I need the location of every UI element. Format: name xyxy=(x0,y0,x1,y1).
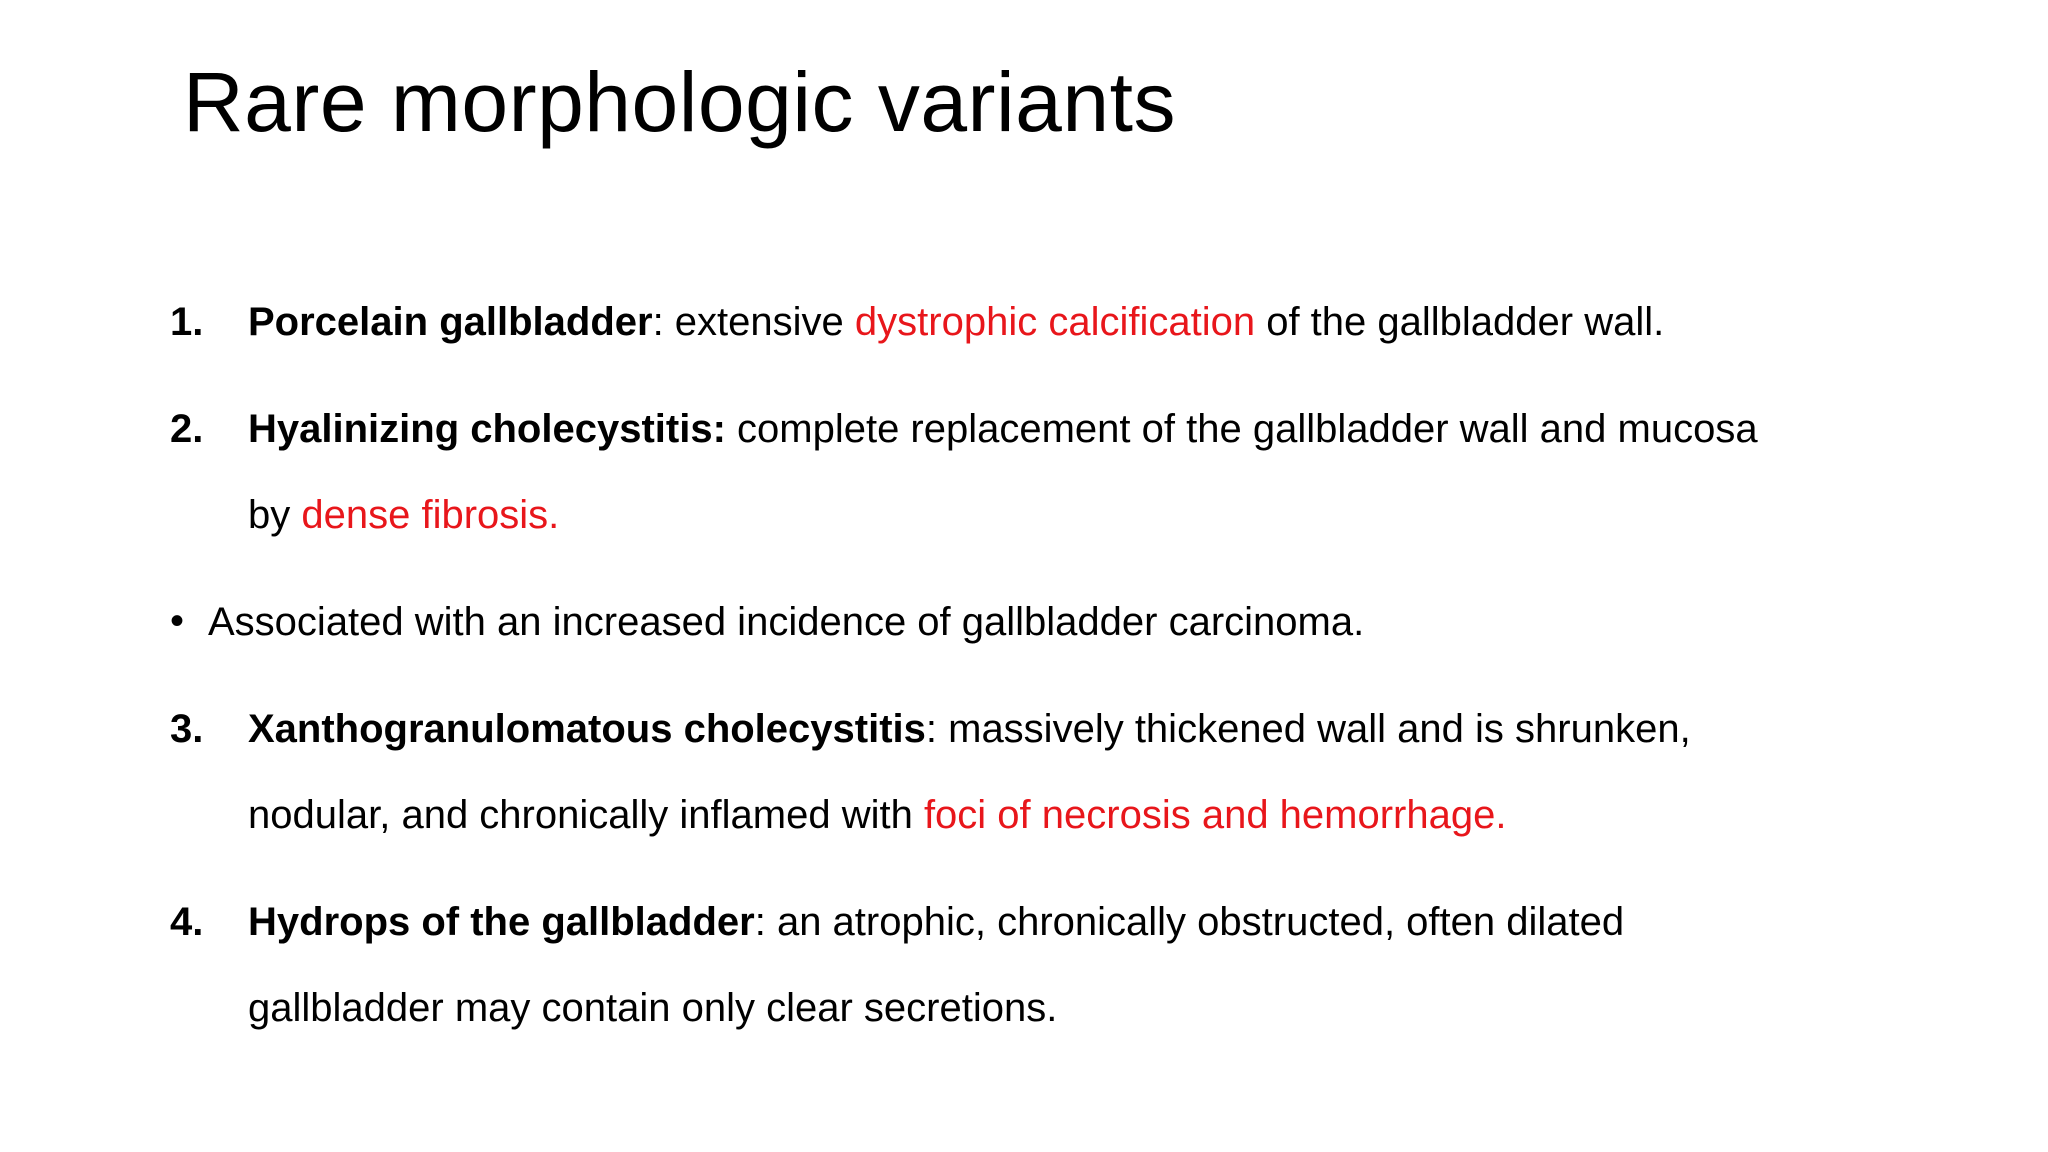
bullet-text: Associated with an increased incidence of gallbladder carcinoma. xyxy=(208,600,1365,644)
item-number-4: 4. xyxy=(170,900,204,944)
item-1-highlight: dystrophic calcification xyxy=(854,300,1256,344)
item-number-3: 3. xyxy=(170,707,204,751)
item-1-after-term: : extensive xyxy=(652,300,855,344)
item-4-line-1-rest: : an atrophic, chronically obstructed, often dilated xyxy=(754,900,1625,944)
item-2-term: Hyalinizing cholecystitis: xyxy=(248,407,726,451)
slide-title: Rare morphologic variants xyxy=(183,55,1176,149)
item-3-highlight: foci of necrosis and hemorrhage. xyxy=(923,793,1507,837)
item-2-line-1 xyxy=(248,404,1758,454)
item-3-line-2-prefix: nodular, and chronically inflamed with xyxy=(248,793,924,837)
item-4-line-2: gallbladder may contain only clear secretions. xyxy=(248,986,1058,1030)
item-1-line-1 xyxy=(248,297,1664,347)
item-3-term: Xanthogranulomatous cholecystitis xyxy=(248,707,926,751)
item-2-line-2-prefix: by xyxy=(248,493,302,537)
item-1-term: Porcelain gallbladder xyxy=(248,300,653,344)
item-4-term: Hydrops of the gallbladder xyxy=(248,900,755,944)
item-2-line-2 xyxy=(248,490,559,540)
item-3-line-2 xyxy=(248,790,1506,840)
item-1-rest: of the gallbladder wall. xyxy=(1255,300,1665,344)
item-2-line-1-rest: complete replacement of the gallbladder wall and mucosa xyxy=(725,407,1758,451)
bullet-icon: • xyxy=(170,599,185,643)
item-2-highlight: dense fibrosis. xyxy=(301,493,560,537)
item-number-1: 1. xyxy=(170,300,204,344)
item-4-line-1 xyxy=(248,897,1624,947)
item-3-line-1-rest: : massively thickened wall and is shrunken, xyxy=(925,707,1691,751)
item-3-line-1 xyxy=(248,704,1691,754)
item-number-2: 2. xyxy=(170,407,204,451)
